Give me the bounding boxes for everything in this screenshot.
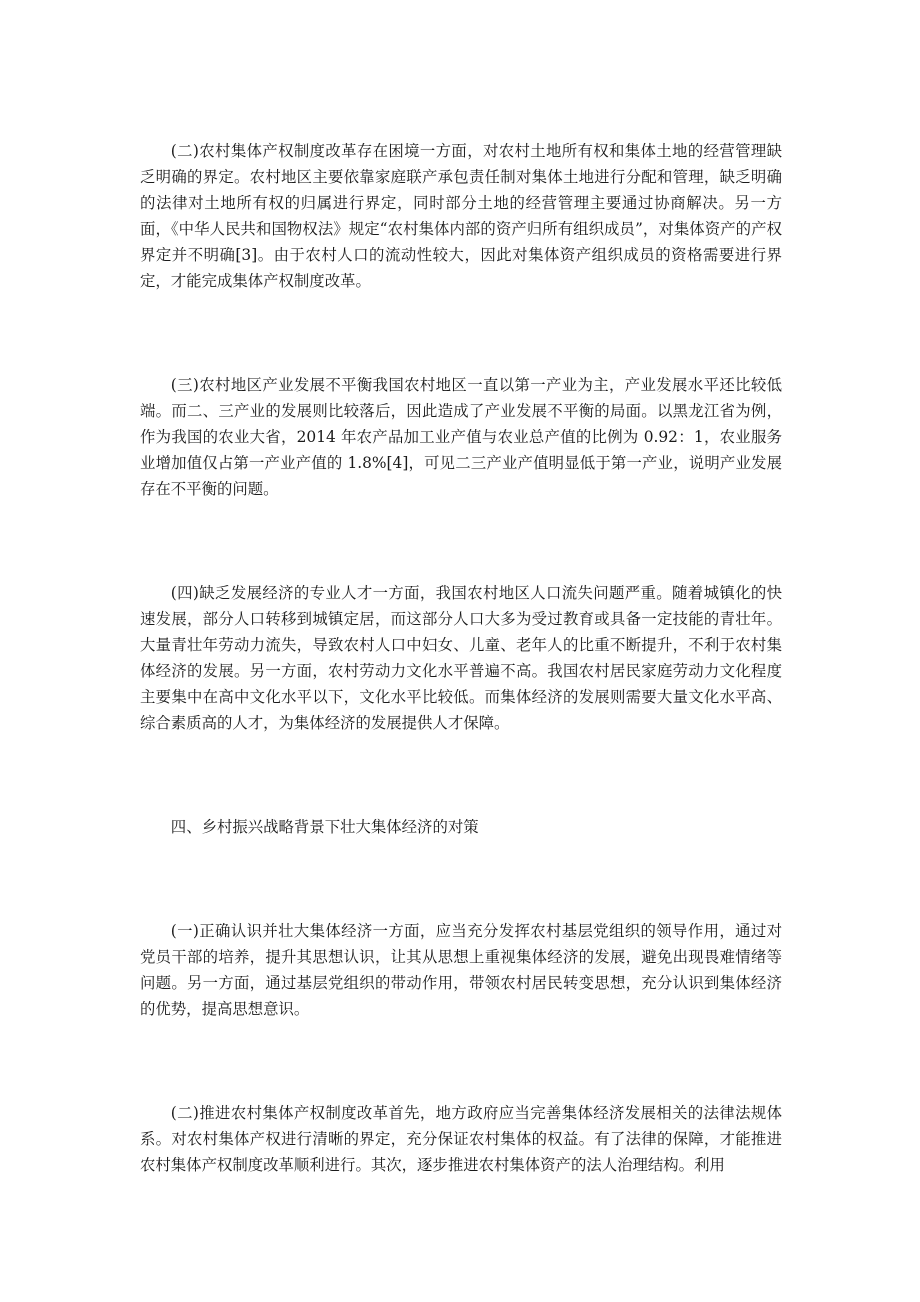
section-heading-countermeasures: 四、乡村振兴战略背景下壮大集体经济的对策 — [170, 818, 479, 836]
paragraph-understand-and-strengthen: (一)正确认识并壮大集体经济一方面，应当充分发挥农村基层党组织的领导作用，通过对党员干部的培养，提升其思想认识，让其从思想上重视集体经济的发展，避免出现畏难情绪等问题。另一方面，通过基层党组织的带动作用，带领农村居民转变思想，充分认识到集体经济的优势，提高思想意识。 — [140, 922, 782, 1018]
paragraph-collective-property-rights-dilemma: (二)农村集体产权制度改革存在困境一方面，对农村土地所有权和集体土地的经营管理缺乏明确的界定。农村地区主要依靠家庭联产承包责任制对集体土地进行分配和管理，缺乏明确的法律对土地所有权的归属进行界定，同时部分土地的经营管理主要通过协商解决。另一方面，《中华人民共和国物权法》规定“农村集体内部的资产归所有组织成员”，对集体资产的产权界定并不明确[3]。由于农村人口的流动性较大，因此对集体资产组织成员的资格需要进行界定，才能完成集体产权制度改革。 — [140, 142, 782, 290]
paragraph-promote-property-reform: (二)推进农村集体产权制度改革首先，地方政府应当完善集体经济发展相关的法律法规体系。对农村集体产权进行清晰的界定，充分保证农村集体的权益。有了法律的保障，才能推进农村集体产权制度改革顺利进行。其次，逐步推进农村集体资产的法人治理结构。利用 — [140, 1104, 782, 1174]
paragraph-talent-shortage: (四)缺乏发展经济的专业人才一方面，我国农村地区人口流失问题严重。随着城镇化的快速发展，部分人口转移到城镇定居，而这部分人口大多为受过教育或具备一定技能的青壮年。大量青壮年劳动力流失，导致农村人口中妇女、儿童、老年人的比重不断提升，不利于农村集体经济的发展。另一方面，农村劳动力文化水平普遍不高。我国农村居民家庭劳动力文化程度主要集中在高中文化水平以下，文化水平比较低。而集体经济的发展则需要大量文化水平高、综合素质高的人才，为集体经济的发展提供人才保障。 — [140, 584, 782, 732]
paragraph-industrial-imbalance: (三)农村地区产业发展不平衡我国农村地区一直以第一产业为主，产业发展水平还比较低端。而二、三产业的发展则比较落后，因此造成了产业发展不平衡的局面。以黑龙江省为例，作为我国的农业大省，2014 年农产品加工业产值与农业总产值的比例为 0.92：1，农业服务业增加值仅占第一产业产值的 1.8%[4]，可见二三产业产值明显低于第一产业，说明产业发展存在不平衡的问题。 — [140, 376, 782, 498]
